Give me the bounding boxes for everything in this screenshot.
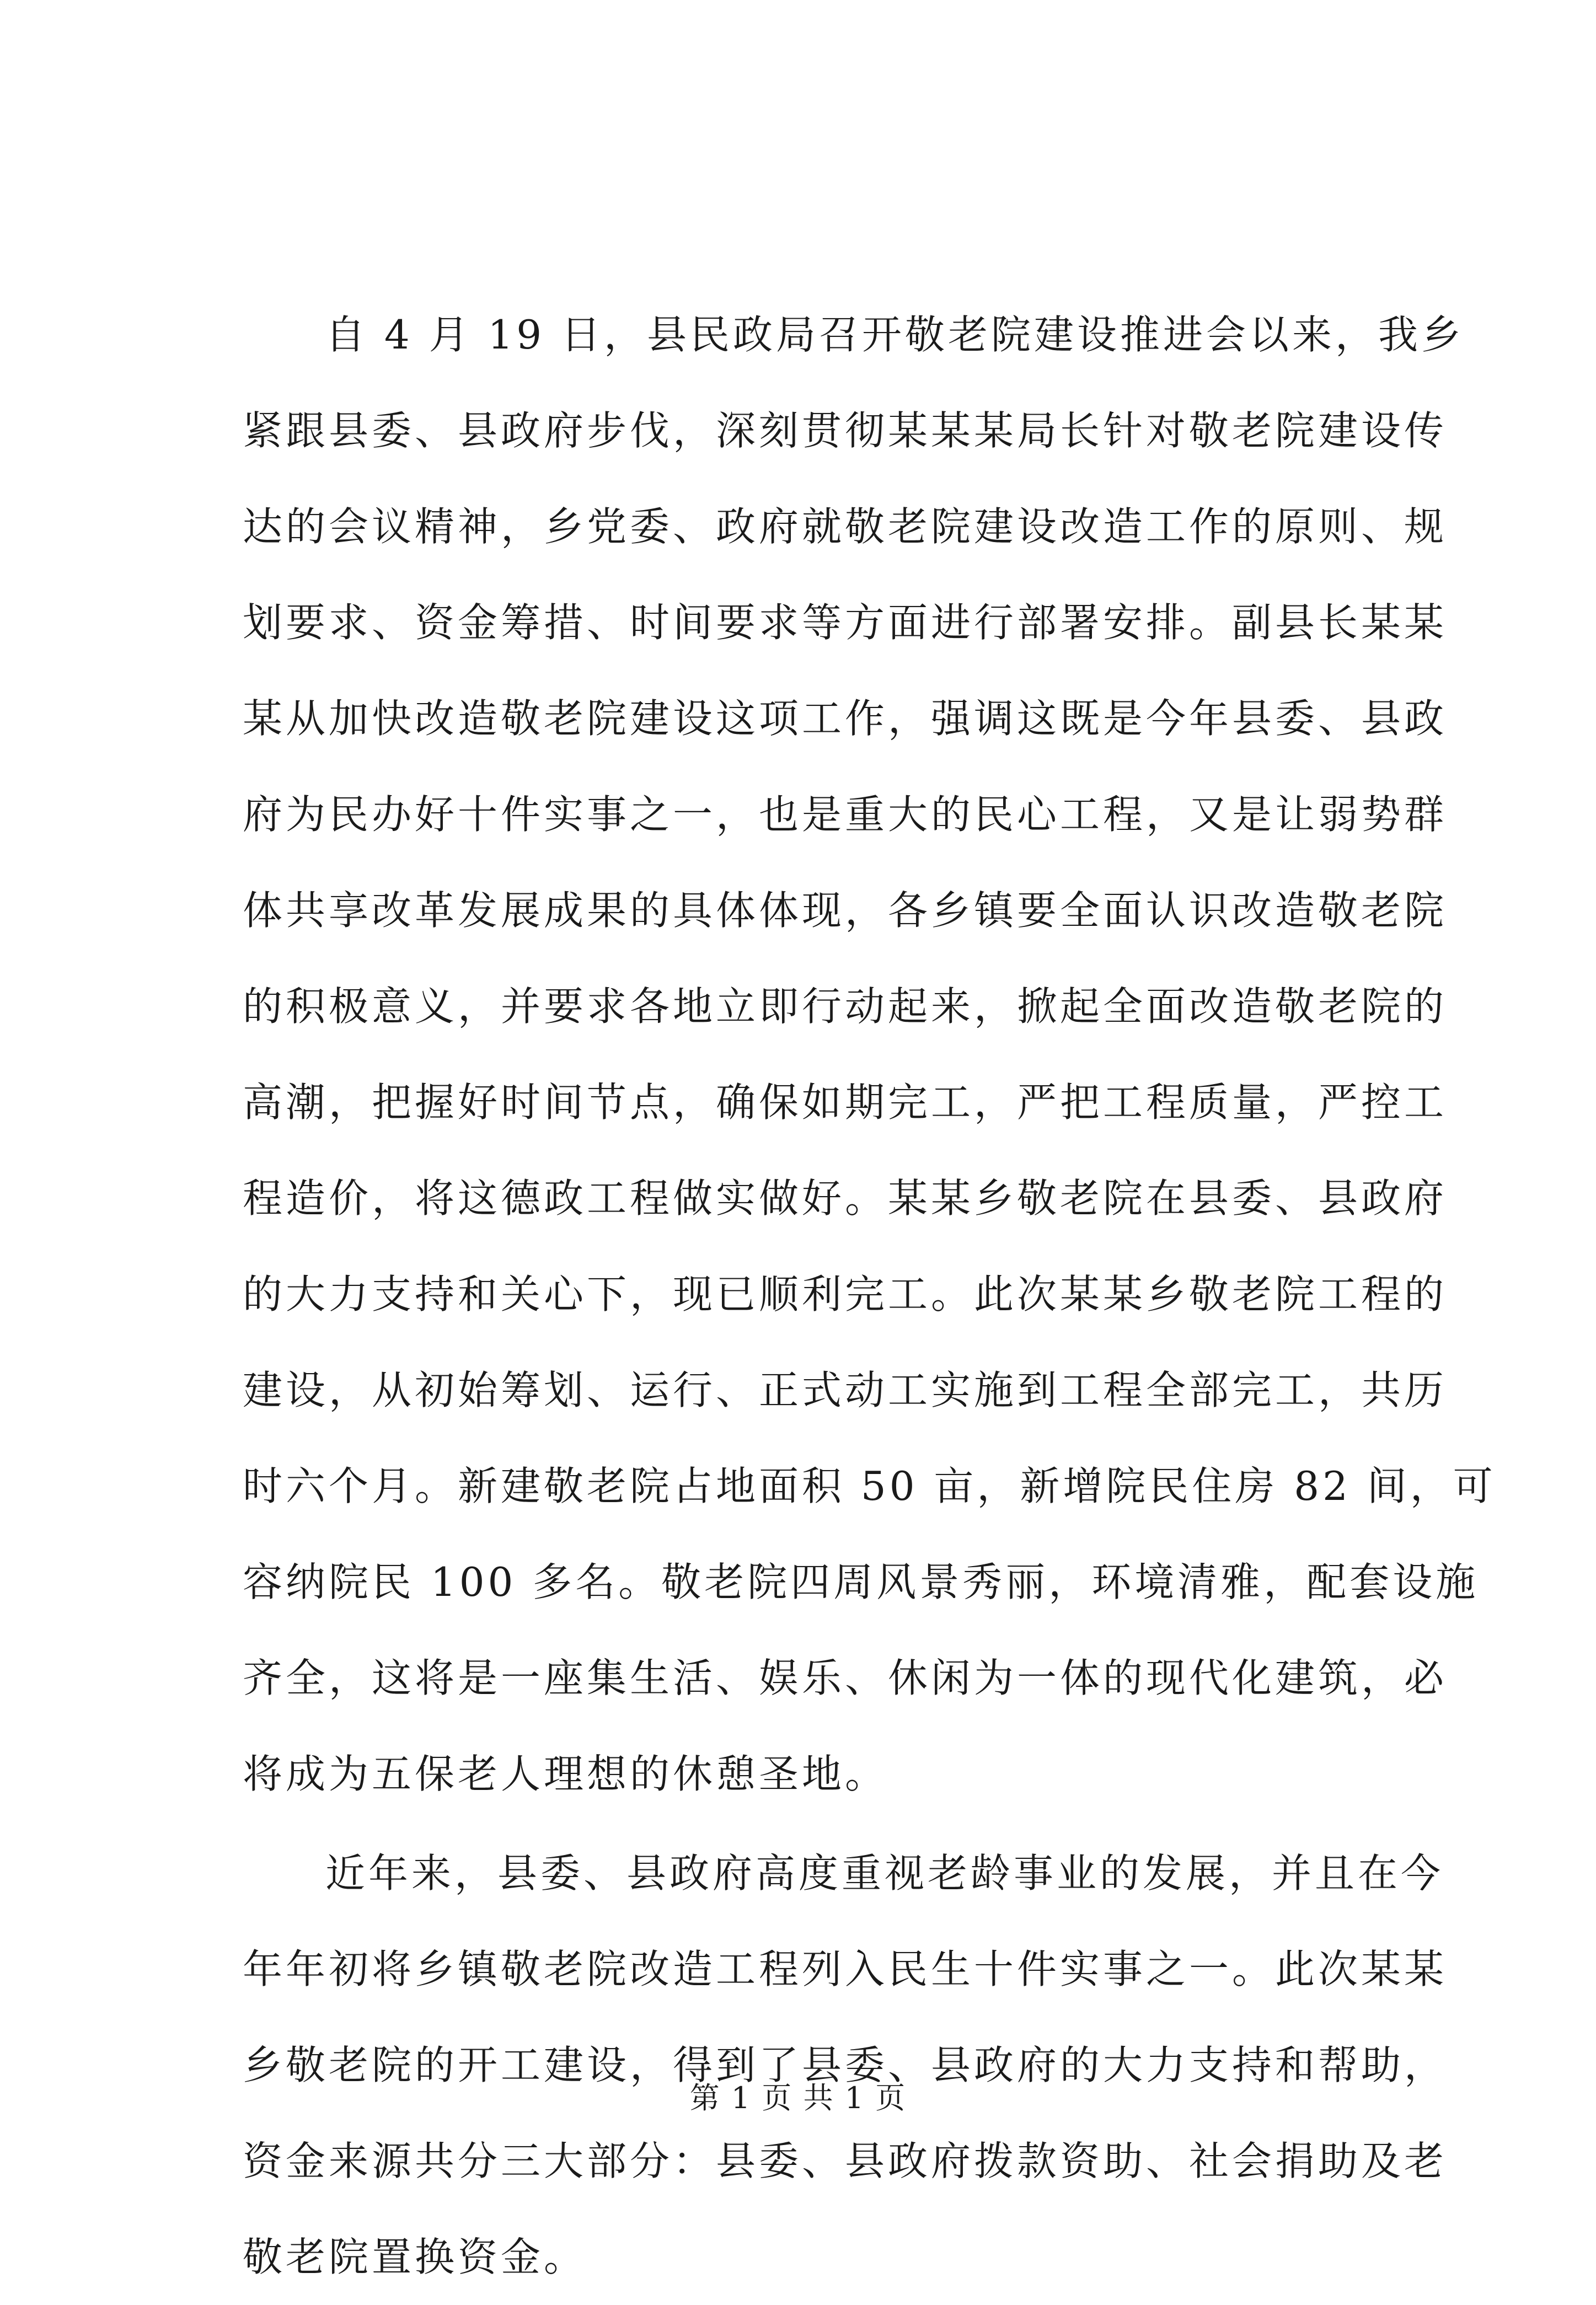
page-footer: 第 1 页 共 1 页 <box>689 2081 907 2115</box>
document-body <box>243 287 1496 2305</box>
text-line: 的积极意义，并要求各地立即行动起来，掀起全面改造敬老院的 <box>243 983 1448 1030</box>
text-line: 齐全，这将是一座集生活、娱乐、休闲为一体的现代化建筑，必 <box>243 1655 1448 1701</box>
text-line: 的大力支持和关心下，现已顺利完工。此次某某乡敬老院工程的 <box>243 1271 1448 1317</box>
text-line: 时六个月。新建敬老院占地面积 50 亩，新增院民住房 82 间，可 <box>243 1463 1496 1509</box>
paragraph-2 <box>243 1825 1448 2305</box>
text-line: 府为民办好十件实事之一，也是重大的民心工程，又是让弱势群 <box>243 791 1448 838</box>
text-line: 年年初将乡镇敬老院改造工程列入民生十件实事之一。此次某某 <box>243 1946 1448 1992</box>
text-line: 划要求、资金筹措、时间要求等方面进行部署安排。副县长某某 <box>243 599 1448 646</box>
text-line: 容纳院民 100 多名。敬老院四周风景秀丽，环境清雅，配套设施 <box>243 1559 1479 1605</box>
text-line: 乡敬老院的开工建设，得到了县委、县政府的大力支持和帮助， <box>243 2042 1448 2088</box>
text-line: 达的会议精神，乡党委、政府就敬老院建设改造工作的原则、规 <box>243 503 1448 550</box>
text-line: 近年来，县委、县政府高度重视老龄事业的发展，并且在今 <box>325 1850 1444 1896</box>
text-line: 某从加快改造敬老院建设这项工作，强调这既是今年县委、县政 <box>243 695 1448 742</box>
text-line: 敬老院置换资金。 <box>243 2234 587 2280</box>
text-line: 将成为五保老人理想的休憩圣地。 <box>243 1751 888 1797</box>
text-line: 高潮，把握好时间节点，确保如期完工，严把工程质量，严控工 <box>243 1079 1448 1125</box>
text-line: 建设，从初始筹划、运行、正式动工实施到工程全部完工，共历 <box>243 1367 1448 1413</box>
paragraph-1 <box>243 287 1496 1822</box>
text-line: 程造价，将这德政工程做实做好。某某乡敬老院在县委、县政府 <box>243 1175 1448 1221</box>
text-line: 自 4 月 19 日，县民政局召开敬老院建设推进会以来，我乡 <box>325 312 1464 358</box>
text-line: 资金来源共分三大部分：县委、县政府拨款资助、社会捐助及老 <box>243 2138 1448 2184</box>
text-line: 体共享改革发展成果的具体体现，各乡镇要全面认识改造敬老院 <box>243 887 1448 934</box>
text-line: 紧跟县委、县政府步伐，深刻贯彻某某某局长针对敬老院建设传 <box>243 408 1448 454</box>
